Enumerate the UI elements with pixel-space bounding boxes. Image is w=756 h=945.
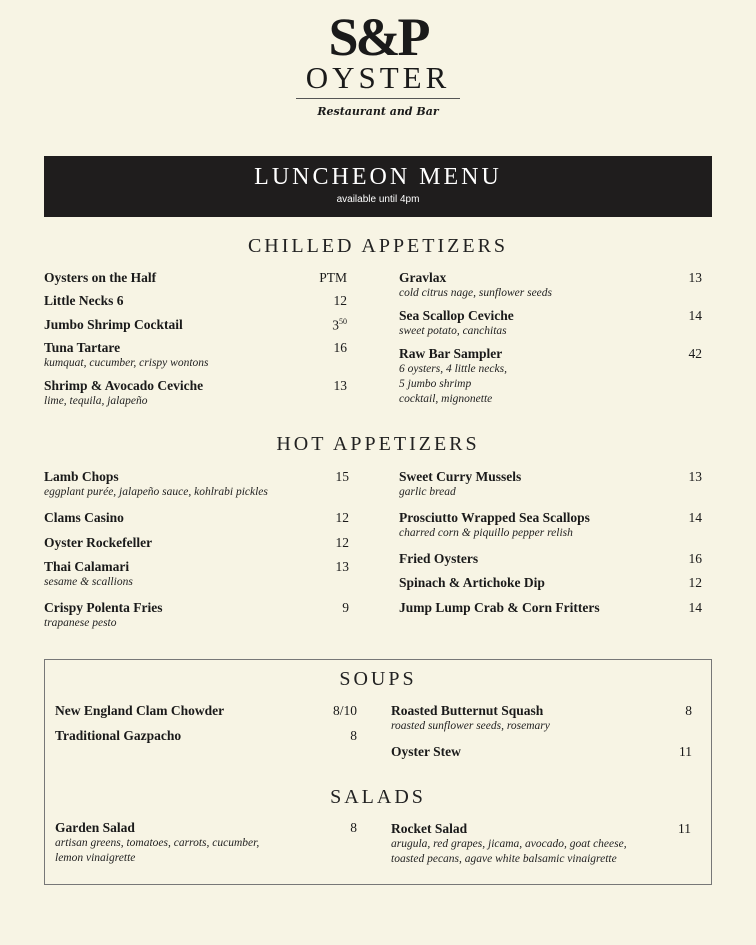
item-price: 13 xyxy=(688,270,702,285)
item-price: 13 xyxy=(688,469,702,484)
menu-item xyxy=(44,535,152,551)
menu-item xyxy=(399,510,590,541)
section-title-salads: SALADS xyxy=(330,786,426,808)
item-description: toasted pecans, agave white balsamic vinaigrette xyxy=(391,853,617,865)
item-name: Sweet Curry Mussels xyxy=(399,469,522,484)
menu-banner xyxy=(44,156,712,217)
item-name: Rocket Salad xyxy=(391,821,468,836)
item-name: Thai Calamari xyxy=(44,559,130,574)
item-description: trapanese pesto xyxy=(44,617,117,629)
item-price: PTM xyxy=(319,270,347,285)
item-price: 14 xyxy=(688,600,702,615)
item-name: Clams Casino xyxy=(44,510,124,525)
item-description: sweet potato, canchitas xyxy=(399,325,507,337)
price-main: 3 xyxy=(332,317,339,333)
item-description: lime, tequila, jalapeño xyxy=(44,395,148,407)
menu-title: LUNCHEON MENU xyxy=(254,164,502,190)
item-name: Jumbo Shrimp Cocktail xyxy=(44,317,183,332)
menu-item xyxy=(399,308,514,339)
menu-item xyxy=(44,378,203,409)
item-name: Prosciutto Wrapped Sea Scallops xyxy=(399,510,590,525)
item-name: Oyster Rockefeller xyxy=(44,535,153,550)
item-price: 8 xyxy=(685,703,692,718)
menu-item xyxy=(399,600,600,616)
menu-item xyxy=(55,703,224,719)
menu-item xyxy=(391,821,627,867)
item-name: Shrimp & Avocado Ceviche xyxy=(44,378,204,393)
item-description: sesame & scallions xyxy=(44,576,133,588)
menu-item xyxy=(391,703,550,734)
item-name: Jump Lump Crab & Corn Fritters xyxy=(399,600,600,615)
item-name: Crispy Polenta Fries xyxy=(44,600,163,615)
item-description: cold citrus nage, sunflower seeds xyxy=(399,287,552,299)
item-price: 12 xyxy=(688,575,702,590)
item-price: 13 xyxy=(333,378,347,393)
menu-item xyxy=(55,820,259,866)
item-description: roasted sunflower seeds, rosemary xyxy=(391,720,550,732)
item-price: 8 xyxy=(350,728,357,743)
item-price: 13 xyxy=(335,559,349,574)
item-price: 12 xyxy=(335,535,349,550)
price-cents: 50 xyxy=(339,317,347,326)
item-name: Roasted Butternut Squash xyxy=(391,703,544,718)
item-description: lemon vinaigrette xyxy=(55,852,136,864)
menu-item xyxy=(399,469,521,500)
logo-tagline: Restaurant and Bar xyxy=(317,105,439,118)
item-name: Garden Salad xyxy=(55,820,135,835)
item-name: Sea Scallop Ceviche xyxy=(399,308,514,323)
item-price: 12 xyxy=(335,510,349,525)
item-price: 14 xyxy=(688,510,702,525)
item-price: 15 xyxy=(335,469,349,484)
item-price: 12 xyxy=(333,293,347,308)
menu-subtitle: available until 4pm xyxy=(336,194,420,205)
item-price: 14 xyxy=(688,308,702,323)
item-price: 9 xyxy=(342,600,349,615)
item-price: 16 xyxy=(333,340,347,355)
section-title-soups: SOUPS xyxy=(339,668,417,690)
menu-item xyxy=(399,270,552,301)
menu-item xyxy=(44,293,123,309)
item-name: Oysters on the Half xyxy=(44,270,157,285)
menu-item xyxy=(44,270,156,286)
item-name: Spinach & Artichoke Dip xyxy=(399,575,545,590)
item-name: Gravlax xyxy=(399,270,447,285)
section-title-chilled: CHILLED APPETIZERS xyxy=(247,235,509,257)
menu-item xyxy=(44,469,268,500)
item-name: Raw Bar Sampler xyxy=(399,346,503,361)
item-description: artisan greens, tomatoes, carrots, cucumber, xyxy=(55,837,260,849)
item-description: eggplant purée, jalapeño sauce, kohlrabi pickles xyxy=(44,486,268,498)
menu-item xyxy=(44,510,124,526)
item-price: 8/10 xyxy=(332,703,357,718)
menu-item xyxy=(55,728,181,744)
item-name: Fried Oysters xyxy=(399,551,479,566)
menu-item xyxy=(399,551,478,567)
item-name: Little Necks 6 xyxy=(44,293,124,308)
menu-item xyxy=(391,744,461,760)
item-price: 11 xyxy=(678,821,691,836)
section-title-hot: HOT APPETIZERS xyxy=(276,433,480,455)
item-name: Traditional Gazpacho xyxy=(55,728,182,743)
item-description: 6 oysters, 4 little necks, xyxy=(399,363,507,375)
menu-item xyxy=(44,600,162,631)
logo-name: OYSTER xyxy=(305,60,451,95)
item-price xyxy=(287,317,347,334)
menu-item xyxy=(44,317,183,333)
item-price: 16 xyxy=(688,551,702,566)
logo-mark: S&P xyxy=(328,7,428,67)
menu-item xyxy=(399,575,545,591)
item-name: New England Clam Chowder xyxy=(55,703,225,718)
item-name: Oyster Stew xyxy=(391,744,461,759)
item-name: Tuna Tartare xyxy=(44,340,121,355)
menu-item xyxy=(44,340,209,371)
menu-item xyxy=(399,346,507,407)
menu-item xyxy=(44,559,133,590)
item-description: arugula, red grapes, jicama, avocado, goat cheese, xyxy=(391,838,627,850)
item-description: 5 jumbo shrimp xyxy=(399,378,472,390)
item-price: 11 xyxy=(679,744,692,759)
logo-divider xyxy=(296,98,460,99)
item-description: cocktail, mignonette xyxy=(399,393,493,405)
item-price: 42 xyxy=(688,346,702,361)
item-name: Lamb Chops xyxy=(44,469,119,484)
item-price: 8 xyxy=(350,820,357,835)
item-description: charred corn & piquillo pepper relish xyxy=(399,527,573,539)
item-description: garlic bread xyxy=(399,486,456,498)
item-description: kumquat, cucumber, crispy wontons xyxy=(44,357,209,369)
